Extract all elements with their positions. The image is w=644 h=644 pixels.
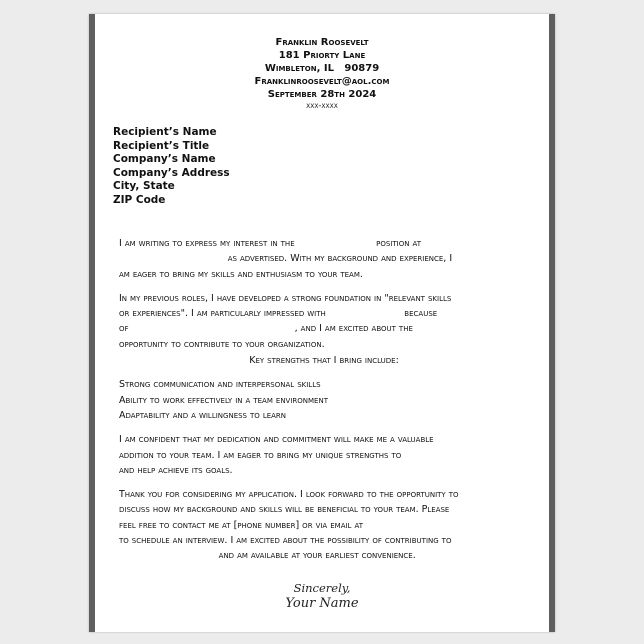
letter-body: [119, 236, 529, 564]
body-line: addition to your team. I am eager to bring my unique strengths to: [119, 449, 402, 461]
letter-date: September 28th 2024: [267, 89, 377, 100]
body-line: opportunity to contribute to your organization.: [119, 338, 325, 350]
sender-name: Franklin Roosevelt: [275, 37, 369, 48]
recipient-block: [113, 126, 230, 207]
strengths-list: [119, 377, 529, 423]
body-line: I am confident that my dedication and commitment will make me a valuable: [119, 434, 434, 446]
closing-sincerely: Sincerely,: [293, 581, 351, 595]
sender-email: Franklinroosevelt@aol.com: [254, 76, 390, 87]
body-line: Thank you for considering my application. I look forward to the opportunity to: [119, 489, 459, 501]
body-line: feel free to contact me at [phone number] or via email at: [119, 519, 363, 531]
paragraph-confidence: [119, 432, 529, 478]
strength-item: Strong communication and interpersonal skills: [119, 379, 321, 391]
strength-item: Adaptability and a willingness to learn: [119, 409, 287, 421]
paragraph-intro: [119, 236, 529, 282]
letter-page: [89, 14, 555, 632]
body-line: discuss how my background and skills will be beneficial to your team. Please: [119, 504, 450, 516]
sender-city-line: Wimbleton, IL 90879: [264, 63, 380, 74]
closing-block: [89, 580, 555, 612]
body-line: of , and I am excited about the: [119, 323, 413, 335]
strength-item: Ability to work effectively in a team environment: [119, 394, 328, 406]
body-line: and am available at your earliest convenience.: [119, 550, 416, 562]
recipient-name: Recipient’s Name: [113, 126, 217, 138]
body-line: or experiences". I am particularly impressed with because: [119, 308, 438, 320]
closing-signature: Your Name: [285, 596, 359, 611]
body-line: am eager to bring my skills and enthusiasm to your team.: [119, 268, 363, 280]
recipient-company: Company’s Name: [113, 153, 216, 165]
sender-phone: xxx-xxxx: [306, 101, 338, 110]
body-line: as advertised. With my background and experience, I: [119, 253, 453, 265]
body-line: In my previous roles, I have developed a strong foundation in "relevant skills: [119, 292, 452, 304]
body-line: and help achieve its goals.: [119, 464, 233, 476]
strengths-heading: Key strengths that I bring include:: [249, 355, 399, 367]
sender-street: 181 Priorty Lane: [278, 50, 366, 61]
paragraph-thanks: [119, 487, 529, 563]
recipient-zip: ZIP Code: [113, 193, 166, 206]
sender-block: [89, 36, 555, 111]
paragraph-experience: [119, 291, 529, 352]
recipient-city-state: City, State: [113, 180, 175, 192]
recipient-title: Recipient’s Title: [113, 139, 210, 152]
body-line: to schedule an interview. I am excited about the possibility of contributing to: [119, 535, 452, 547]
recipient-address: Company’s Address: [113, 166, 230, 179]
body-line: I am writing to express my interest in the position at: [119, 238, 422, 249]
